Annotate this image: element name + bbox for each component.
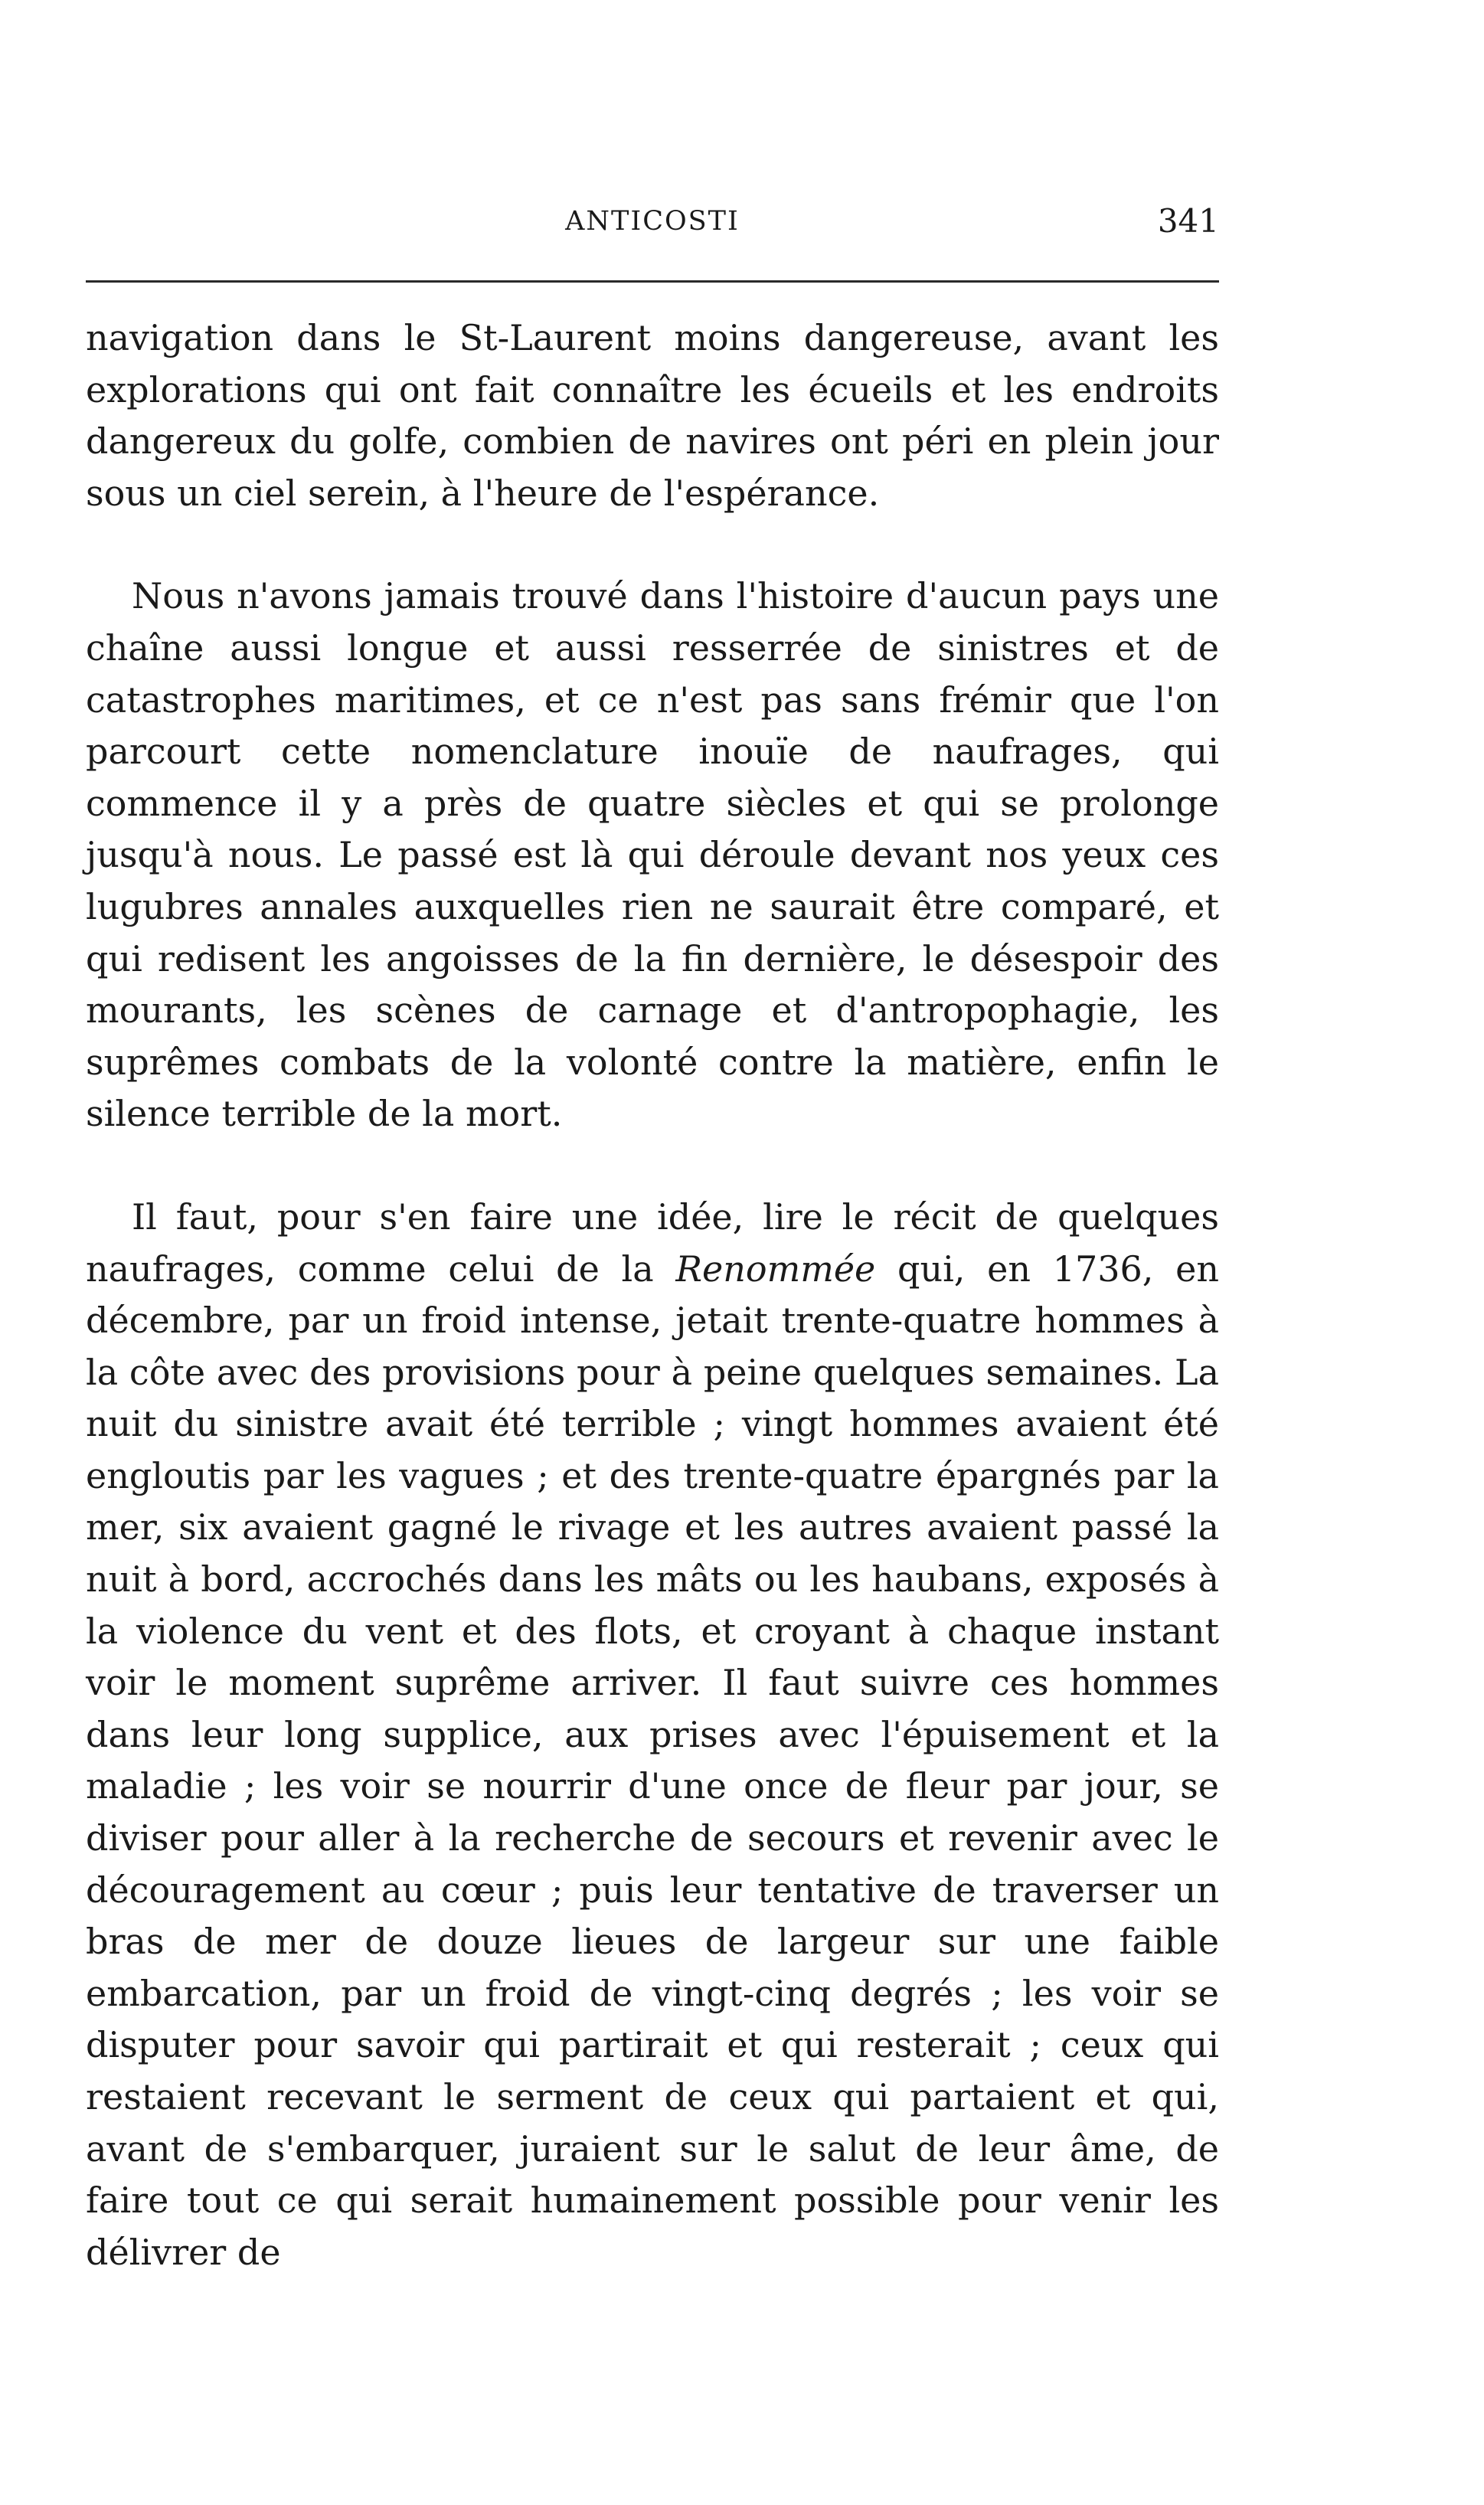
page-number: 341 [1157,202,1219,240]
paragraph-3-start: Il faut, pour s'en faire une idée, lire le récit de quelques naufrages, comme celui de la [86,1195,1219,1290]
paragraph-3-rest: qui, en 1736, en décembre, par un froid intense, jetait trente-quatre hommes à la côte avec des provisions pour à peine quelques semaines. La nuit du sinistre avait été terrible ; vingt hommes avaient été engloutis par les vagues ; et des trente-quatre épargnés par la mer, six avaient gagné le rivage et les autres avaient passé la nuit à bord, accrochés dans les mâts ou les haubans, exposés à la violence du vent et des flots, et croyant à chaque instant voir le moment suprême arriver. Il faut suivre ces hommes dans leur long supplice, aux prises avec l'épuisement et la maladie ; les voir se nourrir d'une once de fleur par jour, se diviser pour aller à la recherche de secours et revenir avec le découragement au cœur ; puis leur tentative de traverser un bras de mer de douze lieues de largeur sur une faible embarcation, par un froid de vingt-cinq degrés ; les voir se disputer pour savoir qui partirait et qui resterait ; ceux qui restaient recevant le serment de ceux qui partaient et qui, avant de s'embarquer, juraient sur le salut de leur âme, de faire tout ce qui serait humainement possible pour venir les délivrer de [86,1248,1220,2273]
paragraph-3 [86,1192,1219,2278]
running-head [86,195,1219,248]
header-rule [86,280,1219,283]
body-text [86,312,1219,2278]
paragraph-2: Nous n'avons jamais trouvé dans l'histoire d'aucun pays une chaîne aussi longue et aussi resserrée de sinistres et de catastrophes maritimes, et ce n'est pas sans frémir que l'on parcourt cette nomenclature inouïe de naufrages, qui commence il y a près de quatre siècles et qui se prolonge jusqu'à nous. Le passé est là qui déroule devant nos yeux ces lugubres annales auxquelles rien ne saurait être comparé, et qui redisent les angoisses de la fin dernière, le désespoir des mourants, les scènes de carnage et d'antropophagie, les suprêmes combats de la volonté contre la matière, enfin le silence terrible de la mort. [86,575,1219,1135]
ship-name: Renommée [675,1248,876,1290]
running-title: ANTICOSTI [565,206,740,237]
paragraph-1: navigation dans le St-Laurent moins dangereuse, avant les explorations qui ont fait connaître les écueils et les endroits dangereux du golfe, combien de navires ont péri en plein jour sous un ciel serein, à l'heure de l'espérance. [86,317,1219,514]
